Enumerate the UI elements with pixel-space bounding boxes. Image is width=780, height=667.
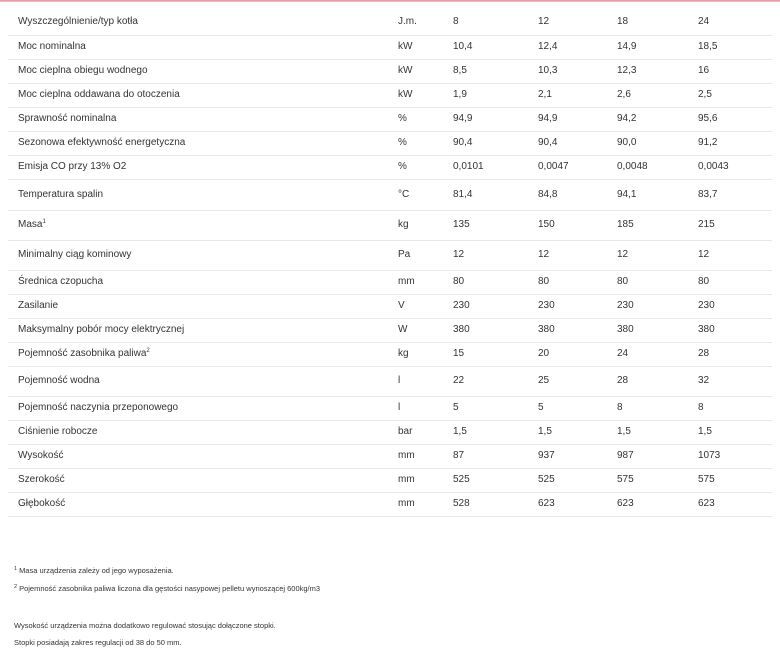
specification-table-body bbox=[8, 9, 772, 516]
row-value-type-1: 1,5 bbox=[443, 420, 528, 444]
row-label-text: Sezonowa efektywność energetyczna bbox=[18, 137, 186, 148]
header-unit: J.m. bbox=[388, 9, 443, 35]
row-label bbox=[8, 342, 388, 366]
row-unit: % bbox=[388, 131, 443, 155]
row-value-type-1: 87 bbox=[443, 444, 528, 468]
row-value-type-2: 1,5 bbox=[528, 420, 607, 444]
table-row bbox=[8, 444, 772, 468]
row-label bbox=[8, 468, 388, 492]
row-label-text: Moc nominalna bbox=[18, 41, 86, 52]
row-label bbox=[8, 107, 388, 131]
row-value-type-2: 525 bbox=[528, 468, 607, 492]
row-value-type-4: 1073 bbox=[688, 444, 772, 468]
row-unit: Pa bbox=[388, 240, 443, 270]
row-label-text: Minimalny ciąg kominowy bbox=[18, 249, 132, 260]
row-value-type-3: 28 bbox=[607, 366, 688, 396]
row-value-type-3: 623 bbox=[607, 492, 688, 516]
table-row bbox=[8, 342, 772, 366]
row-value-type-2: 230 bbox=[528, 294, 607, 318]
row-label-text: Ciśnienie robocze bbox=[18, 426, 98, 437]
row-value-type-2: 5 bbox=[528, 396, 607, 420]
row-value-type-1: 15 bbox=[443, 342, 528, 366]
row-label-text: Moc cieplna oddawana do otoczenia bbox=[18, 89, 180, 100]
row-value-type-3: 12,3 bbox=[607, 59, 688, 83]
row-label bbox=[8, 444, 388, 468]
row-label-text: Masa bbox=[18, 219, 43, 230]
row-unit: l bbox=[388, 366, 443, 396]
header-type-4: 24 bbox=[688, 9, 772, 35]
row-value-type-1: 22 bbox=[443, 366, 528, 396]
row-value-type-4: 575 bbox=[688, 468, 772, 492]
table-row bbox=[8, 35, 772, 59]
row-label bbox=[8, 492, 388, 516]
row-value-type-1: 380 bbox=[443, 318, 528, 342]
row-label-text: Maksymalny pobór mocy elektrycznej bbox=[18, 324, 185, 335]
note-height-adjust: Wysokość urządzenia można dodatkowo regulować stosując dołączone stopki. bbox=[14, 621, 276, 630]
row-unit: mm bbox=[388, 492, 443, 516]
row-value-type-3: 94,2 bbox=[607, 107, 688, 131]
row-value-type-4: 95,6 bbox=[688, 107, 772, 131]
row-label-text: Temperatura spalin bbox=[18, 188, 104, 200]
row-value-type-3: 14,9 bbox=[607, 35, 688, 59]
row-label-text: Pojemność zasobnika paliwa bbox=[18, 348, 147, 359]
footnote-reference: 1 bbox=[42, 219, 46, 225]
table-row bbox=[8, 59, 772, 83]
row-label bbox=[8, 35, 388, 59]
row-unit: mm bbox=[388, 444, 443, 468]
row-unit: °C bbox=[388, 179, 443, 210]
row-value-type-4: 83,7 bbox=[688, 179, 772, 210]
row-value-type-2: 937 bbox=[528, 444, 607, 468]
footnote-2-text: Pojemność zasobnika paliwa liczona dla gęstości nasypowej pelletu wynoszącej 600kg/m3 bbox=[19, 584, 321, 593]
row-value-type-4: 91,2 bbox=[688, 131, 772, 155]
row-unit: kW bbox=[388, 59, 443, 83]
row-value-type-1: 230 bbox=[443, 294, 528, 318]
row-label bbox=[8, 210, 388, 240]
row-value-type-4: 28 bbox=[688, 342, 772, 366]
table-row bbox=[8, 468, 772, 492]
row-value-type-3: 230 bbox=[607, 294, 688, 318]
row-label bbox=[8, 420, 388, 444]
row-value-type-1: 0,0101 bbox=[443, 155, 528, 179]
table-row bbox=[8, 294, 772, 318]
row-value-type-4: 0,0043 bbox=[688, 155, 772, 179]
row-label bbox=[8, 294, 388, 318]
row-label bbox=[8, 179, 388, 210]
row-value-type-1: 528 bbox=[443, 492, 528, 516]
row-unit: bar bbox=[388, 420, 443, 444]
row-label bbox=[8, 59, 388, 83]
row-label bbox=[8, 270, 388, 294]
row-value-type-1: 90,4 bbox=[443, 131, 528, 155]
row-value-type-4: 2,5 bbox=[688, 83, 772, 107]
row-value-type-3: 380 bbox=[607, 318, 688, 342]
row-value-type-4: 230 bbox=[688, 294, 772, 318]
table-row bbox=[8, 179, 772, 210]
row-value-type-2: 380 bbox=[528, 318, 607, 342]
row-value-type-3: 2,6 bbox=[607, 83, 688, 107]
row-value-type-1: 8,5 bbox=[443, 59, 528, 83]
header-type-2: 12 bbox=[528, 9, 607, 35]
row-unit: l bbox=[388, 396, 443, 420]
row-unit: % bbox=[388, 155, 443, 179]
table-row bbox=[8, 270, 772, 294]
row-value-type-1: 80 bbox=[443, 270, 528, 294]
row-value-type-3: 90,0 bbox=[607, 131, 688, 155]
row-unit: mm bbox=[388, 270, 443, 294]
table-row bbox=[8, 366, 772, 396]
row-value-type-2: 80 bbox=[528, 270, 607, 294]
table-row bbox=[8, 155, 772, 179]
table-row bbox=[8, 420, 772, 444]
footnote-1-text: Masa urządzenia zależy od jego wyposażenia. bbox=[19, 566, 174, 575]
table-row bbox=[8, 210, 772, 240]
row-value-type-1: 10,4 bbox=[443, 35, 528, 59]
footnote-2-mark: 2 bbox=[14, 584, 18, 590]
row-label bbox=[8, 155, 388, 179]
row-label-text: Szerokość bbox=[18, 474, 65, 485]
row-unit: kW bbox=[388, 35, 443, 59]
row-value-type-1: 5 bbox=[443, 396, 528, 420]
row-label-text: Pojemność wodna bbox=[18, 375, 100, 386]
row-value-type-4: 80 bbox=[688, 270, 772, 294]
table-row bbox=[8, 83, 772, 107]
row-value-type-2: 20 bbox=[528, 342, 607, 366]
row-value-type-2: 90,4 bbox=[528, 131, 607, 155]
table-header-row bbox=[8, 9, 772, 35]
row-label-text: Sprawność nominalna bbox=[18, 113, 117, 124]
row-label-text: Głębokość bbox=[18, 498, 66, 509]
row-label-text: Pojemność naczynia przeponowego bbox=[18, 402, 179, 413]
row-value-type-2: 150 bbox=[528, 210, 607, 240]
row-label-text: Emisja CO przy 13% O2 bbox=[18, 161, 127, 172]
row-value-type-4: 12 bbox=[688, 240, 772, 270]
table-row bbox=[8, 240, 772, 270]
footnote-1 bbox=[14, 566, 174, 575]
row-value-type-1: 135 bbox=[443, 210, 528, 240]
row-value-type-2: 10,3 bbox=[528, 59, 607, 83]
row-value-type-3: 80 bbox=[607, 270, 688, 294]
row-value-type-2: 12,4 bbox=[528, 35, 607, 59]
row-label-text: Wysokość bbox=[18, 450, 64, 461]
row-label bbox=[8, 240, 388, 270]
row-label-text: Moc cieplna obiegu wodnego bbox=[18, 65, 148, 76]
header-type-3: 18 bbox=[607, 9, 688, 35]
row-value-type-4: 215 bbox=[688, 210, 772, 240]
row-value-type-1: 94,9 bbox=[443, 107, 528, 131]
row-unit: kg bbox=[388, 342, 443, 366]
row-unit: mm bbox=[388, 468, 443, 492]
table-row bbox=[8, 492, 772, 516]
row-value-type-2: 0,0047 bbox=[528, 155, 607, 179]
row-value-type-1: 12 bbox=[443, 240, 528, 270]
row-unit: W bbox=[388, 318, 443, 342]
table-row bbox=[8, 131, 772, 155]
row-value-type-2: 94,9 bbox=[528, 107, 607, 131]
header-type-1: 8 bbox=[443, 9, 528, 35]
top-accent-line bbox=[0, 0, 780, 2]
row-value-type-4: 16 bbox=[688, 59, 772, 83]
row-value-type-3: 94,1 bbox=[607, 179, 688, 210]
row-value-type-2: 25 bbox=[528, 366, 607, 396]
row-value-type-4: 623 bbox=[688, 492, 772, 516]
row-unit: % bbox=[388, 107, 443, 131]
row-value-type-3: 185 bbox=[607, 210, 688, 240]
row-value-type-3: 575 bbox=[607, 468, 688, 492]
row-value-type-4: 380 bbox=[688, 318, 772, 342]
row-value-type-3: 24 bbox=[607, 342, 688, 366]
footnote-reference: 2 bbox=[146, 348, 150, 354]
row-value-type-1: 1,9 bbox=[443, 83, 528, 107]
row-unit: V bbox=[388, 294, 443, 318]
row-unit: kg bbox=[388, 210, 443, 240]
row-value-type-3: 0,0048 bbox=[607, 155, 688, 179]
row-label bbox=[8, 83, 388, 107]
footnote-1-mark: 1 bbox=[14, 566, 18, 572]
table-row bbox=[8, 396, 772, 420]
specification-table bbox=[8, 9, 772, 517]
row-value-type-4: 1,5 bbox=[688, 420, 772, 444]
row-value-type-3: 12 bbox=[607, 240, 688, 270]
row-value-type-3: 8 bbox=[607, 396, 688, 420]
row-value-type-1: 81,4 bbox=[443, 179, 528, 210]
row-value-type-2: 2,1 bbox=[528, 83, 607, 107]
row-value-type-4: 32 bbox=[688, 366, 772, 396]
row-value-type-2: 84,8 bbox=[528, 179, 607, 210]
row-value-type-4: 8 bbox=[688, 396, 772, 420]
row-value-type-2: 12 bbox=[528, 240, 607, 270]
row-value-type-4: 18,5 bbox=[688, 35, 772, 59]
row-label-text: Zasilanie bbox=[18, 300, 59, 311]
row-label-text: Średnica czopucha bbox=[18, 276, 104, 287]
row-label bbox=[8, 318, 388, 342]
row-value-type-3: 987 bbox=[607, 444, 688, 468]
table-row bbox=[8, 107, 772, 131]
table-row bbox=[8, 318, 772, 342]
row-value-type-3: 1,5 bbox=[607, 420, 688, 444]
footnote-2 bbox=[14, 584, 320, 593]
header-name: Wyszczególnienie/typ kotła bbox=[8, 9, 388, 35]
row-label bbox=[8, 366, 388, 396]
note-feet-range: Stopki posiadają zakres regulacji od 38 do 50 mm. bbox=[14, 638, 182, 647]
row-unit: kW bbox=[388, 83, 443, 107]
row-value-type-2: 623 bbox=[528, 492, 607, 516]
row-label bbox=[8, 396, 388, 420]
row-label bbox=[8, 131, 388, 155]
row-value-type-1: 525 bbox=[443, 468, 528, 492]
